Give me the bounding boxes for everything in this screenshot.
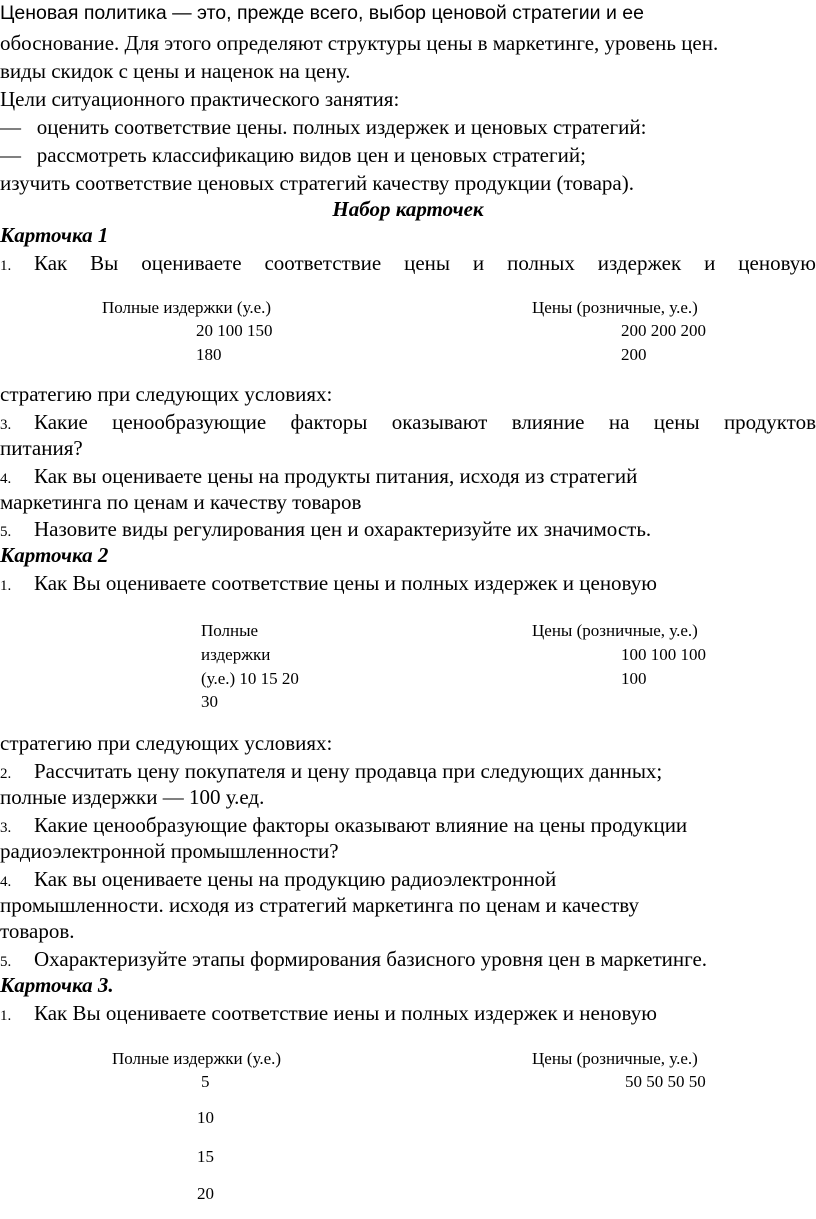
table-cell: 20 [197, 1184, 214, 1203]
question-number: 4. [0, 874, 12, 890]
question-word: факторы [290, 410, 368, 434]
table-cell: Полные [201, 621, 259, 640]
table-cell: 15 [197, 1147, 214, 1166]
question-item [0, 946, 707, 975]
question-continuation: маркетинга по ценам и качеству товаров [0, 490, 362, 514]
question-item [0, 1000, 657, 1029]
table-header-costs: Полные издержки (у.е.) [112, 1049, 282, 1068]
question-word: издержек [597, 251, 682, 275]
goal-item [0, 114, 646, 140]
dash-marker: — [0, 143, 21, 167]
question-number: 1. [0, 1008, 12, 1024]
table-cell: 100 100 100 [621, 645, 706, 664]
card-title: Карточка 2 [0, 543, 109, 567]
question-word: влияние [511, 410, 585, 434]
table-cell: 180 [196, 345, 222, 364]
table-cell: 20 100 150 [196, 321, 273, 340]
question-item [0, 250, 816, 279]
question-word: Как [34, 251, 68, 275]
goal-item [0, 142, 586, 168]
question-continuation: питания? [0, 436, 83, 460]
question-number: 2. [0, 766, 12, 782]
question-word: Вы [90, 251, 119, 275]
question-word: оцениваете [141, 251, 242, 275]
question-text: Какие ценообразующие факторы оказывают влияние на цены продукции [34, 813, 688, 837]
question-continuation: стратегию при следующих условиях: [0, 731, 333, 755]
question-word: ценовую [738, 251, 816, 275]
table-cell: издержки [201, 645, 271, 664]
question-word: и [472, 251, 485, 275]
table-cell: 30 [201, 692, 218, 711]
question-word: соответствие [264, 251, 382, 275]
question-text: Рассчитать цену покупателя и цену продавца при следующих данных; [34, 759, 663, 783]
question-number: 1. [0, 258, 12, 274]
question-number: 5. [0, 524, 12, 540]
intro-line: Ценовая политика — это, прежде всего, выбор ценовой стратегии и ее [0, 2, 644, 24]
question-item [0, 758, 662, 787]
question-word: ценообразующие [112, 410, 267, 434]
question-text: Назовите виды регулирования цен и охарактеризуйте их значимость. [34, 517, 652, 541]
question-number: 5. [0, 954, 12, 970]
table-cell: 10 [197, 1108, 214, 1127]
question-text: Как Вы оцениваете соответствие цены и полных издержек и ценовую [34, 571, 657, 595]
question-number: 3. [0, 417, 12, 433]
goal-item: изучить соответствие ценовых стратегий качеству продукции (товара). [0, 171, 634, 195]
question-text: Как Вы оцениваете соответствие иены и полных издержек и неновую [34, 1001, 657, 1025]
table-cell: 5 [201, 1072, 210, 1091]
goal-text: рассмотреть классификацию видов цен и ценовых стратегий; [36, 143, 586, 167]
question-item [0, 866, 556, 895]
goals-heading: Цели ситуационного практического занятия: [0, 87, 400, 111]
card-title: Карточка 3. [0, 973, 114, 997]
dash-marker: — [0, 115, 21, 139]
question-text: Как вы оцениваете цены на продукты питания, исходя из стратегий [34, 464, 638, 488]
question-text: Охарактеризуйте этапы формирования базисного уровня цен в маркетинге. [34, 947, 708, 971]
question-word: полных [507, 251, 575, 275]
question-item [0, 463, 637, 492]
question-continuation: полные издержки — 100 у.ед. [0, 785, 265, 809]
question-continuation: промышленности. исходя из стратегий маркетинга по ценам и качеству [0, 893, 639, 917]
question-word: цены [404, 251, 451, 275]
question-word: цены [653, 410, 700, 434]
question-number: 1. [0, 578, 12, 594]
question-word: и [704, 251, 716, 275]
card-title: Карточка 1 [0, 223, 109, 247]
question-text: Как вы оцениваете цены на продукцию радиоэлектронной [34, 867, 557, 891]
table-cell: 100 [621, 669, 647, 688]
question-continuation: товаров. [0, 919, 75, 943]
question-word: Какие [34, 410, 88, 434]
question-item [0, 516, 651, 545]
question-item [0, 570, 657, 599]
question-word: продуктов [723, 410, 816, 434]
intro-line: виды скидок с цены и наценок на цену. [0, 59, 351, 83]
intro-line: обоснование. Для этого определяют структуры цены в маркетинге, уровень цен. [0, 31, 719, 55]
table-cell: 50 50 50 50 [625, 1072, 706, 1091]
set-title: Набор карточек [332, 197, 484, 221]
question-continuation: радиоэлектронной промышленности? [0, 839, 339, 863]
question-word: оказывают [391, 410, 488, 434]
question-item [0, 409, 816, 438]
table-cell: 200 [621, 345, 647, 364]
question-number: 4. [0, 471, 12, 487]
goal-text: оценить соответствие цены. полных издержек и ценовых стратегий: [36, 115, 647, 139]
table-header-prices: Цены (розничные, у.е.) [532, 1049, 698, 1068]
question-item [0, 812, 687, 841]
table-cell: (у.е.) 10 15 20 [201, 669, 299, 688]
table-header-prices: Цены (розничные, у.е.) [532, 621, 698, 640]
table-header-costs: Полные издержки (у.е.) [102, 298, 272, 317]
table-cell: 200 200 200 [621, 321, 706, 340]
question-number: 3. [0, 820, 12, 836]
question-word: на [608, 410, 630, 434]
table-header-prices: Цены (розничные, у.е.) [532, 298, 698, 317]
question-continuation: стратегию при следующих условиях: [0, 382, 333, 406]
